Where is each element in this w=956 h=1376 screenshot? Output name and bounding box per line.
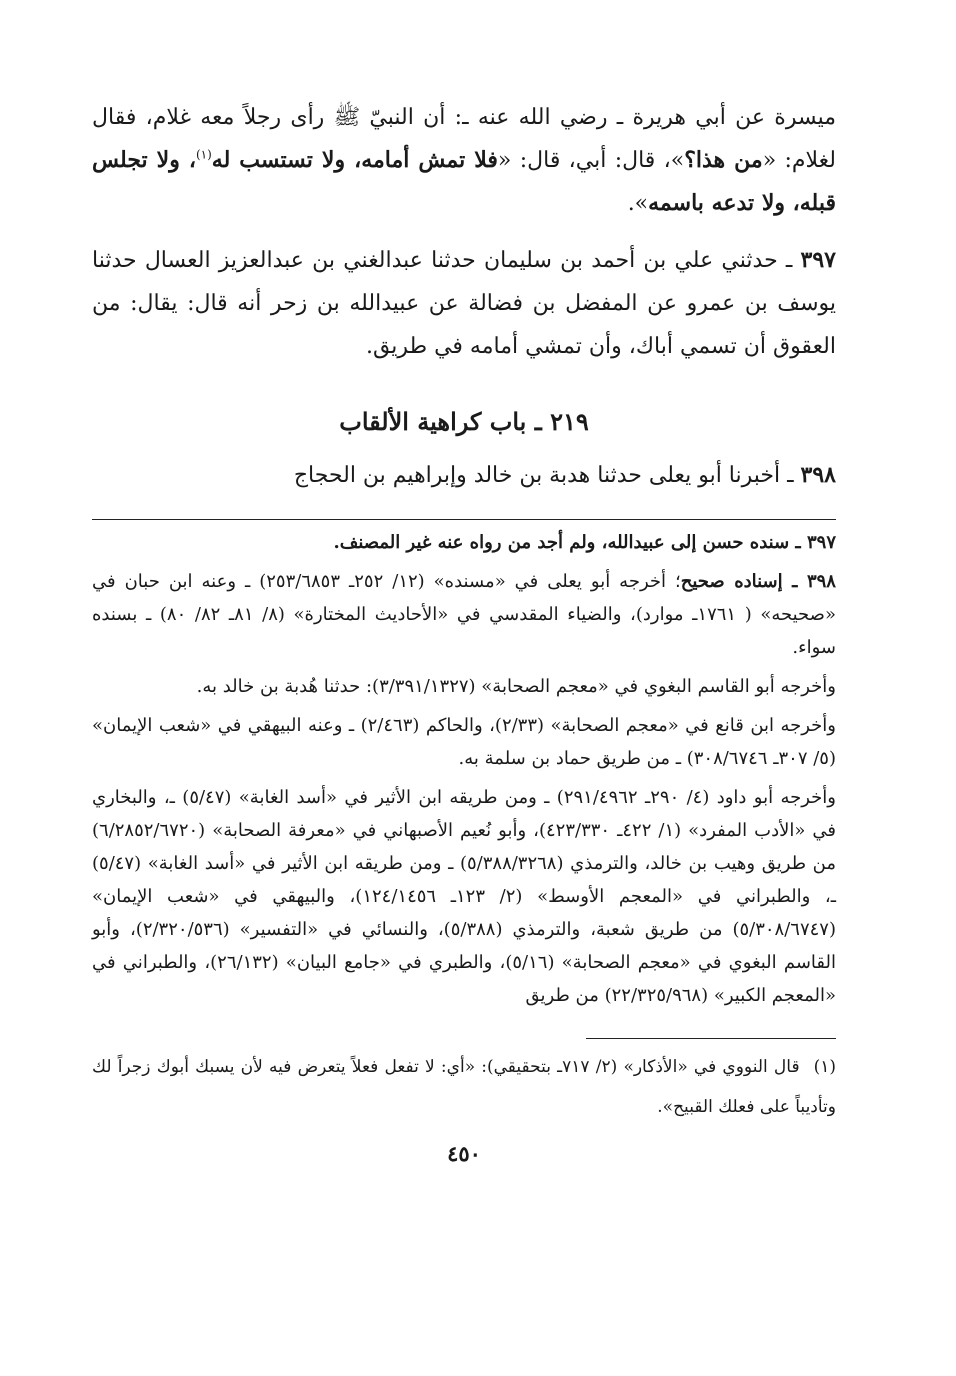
page-content (92, 96, 836, 1166)
note-ibn-qani (92, 709, 836, 775)
note-398 (92, 565, 836, 664)
note-398-grade: ٣٩٨ ـ إسناده صحيح (680, 571, 836, 592)
footnote (92, 1047, 836, 1127)
para1-quote-1: من هذا؟ (684, 147, 763, 173)
takhrij-notes (92, 526, 836, 1012)
note-baghawi (92, 670, 836, 703)
chapter-heading: ٢١٩ ـ باب كراهية الألقاب (339, 407, 589, 436)
main-paragraph-397 (92, 239, 836, 368)
hadith-text-398: ـ أخبرنا أبو يعلى حدثنا هدبة بن خالد وإبراهيم بن الحجاج (293, 463, 801, 488)
para1-text-end: ». (627, 191, 649, 216)
footnote-text: قال النووي في «الأذكار» (٢/ ٧١٧ـ بتحقيقي): «أي: لا تفعل فعلاً يتعرض فيه لأن يسبك أبوك زجراً لك وتأديباً على فعلك القبيح». (92, 1057, 836, 1117)
note-398-text: ؛ أخرجه أبو يعلى في «مسنده» (١٢/ ٢٥٢ـ ٢٥٣/٦٨٥٣) ـ وعنه ابن حبان في «صحيحه» ( ١٧٦١ـ موارد)، والضياء المقدسي في «الأحاديث المختارة» (٨/ ٨١ـ ٨٢/ ٨٠) ـ بسنده سواء. (92, 571, 836, 658)
page-number: ٤٥٠ (447, 1141, 481, 1166)
hadith-text-397: ـ حدثني علي بن أحمد بن سليمان حدثنا عبدالغني بن عبدالعزيز العسال حدثنا يوسف بن عمرو عن المفضل بن فضالة عن عبيدالله بن زحر أنه قال: يقال: من العقوق أن تسمي أباك، وأن تمشي أمامه في طريق. (92, 248, 836, 359)
hadith-number-398: ٣٩٨ (800, 462, 836, 488)
para1-quote-2: فلا تمش أمامه، ولا تستسب له (211, 147, 498, 173)
para1-text-1: ميسرة عن أبي هريرة ـ رضي الله عنه ـ: أن النبيّ ﷺ رأى رجلاً معه غلام، فقال لغلام: « (92, 105, 836, 173)
main-paragraph-1 (92, 96, 836, 225)
note-baghawi-text: وأخرجه أبو القاسم البغوي في «معجم الصحابة» (٣/٣٩١/١٣٢٧): حدثنا هُدبة بن خالد به. (196, 676, 836, 697)
main-paragraph-398 (92, 454, 836, 497)
note-abu-dawud (92, 781, 836, 1012)
footnote-marker: (١) (813, 1057, 836, 1077)
footnote-divider (586, 1038, 836, 1039)
hadith-number-397: ٣٩٧ (800, 247, 836, 273)
note-397 (92, 526, 836, 559)
para1-text-2: »، قال: أبي، قال: « (497, 148, 685, 173)
note-ibn-qani-text: وأخرجه ابن قانع في «معجم الصحابة» (٢/٣٣)، والحاكم (٢/٤٦٣) ـ وعنه البيهقي في «شعب الإيمان» (٥/ ٣٠٧ـ ٣٠٨/٦٧٤٦) ـ من طريق حماد بن سلمة به. (92, 715, 836, 769)
para1-quote-3: ، ولا تجلس قبله، ولا تدعه باسمه (92, 147, 836, 216)
notes-divider (92, 519, 836, 520)
note-abu-dawud-text: وأخرجه أبو داود (٤/ ٢٩٠ـ ٢٩١/٤٩٦٢) ـ ومن طريقه ابن الأثير في «أسد الغابة» (٥/٤٧) ـ، والبخاري في «الأدب المفرد» (١/ ٤٢٢ـ ٤٢٣/٣٣٠)، وأبو نُعيم الأصبهاني في «معرفة الصحابة» (٦/٢٨٥٢/٦٧٢٠) من طريق وهيب بن خالد، والترمذي (٥/٣٨٨/٣٢٦٨) ـ ومن طريقه ابن الأثير في «أسد الغابة» (٥/٤٧) ـ، والطبراني في «المعجم الأوسط» (٢/ ١٢٣ـ ١٢٤/١٤٥٦)، والبيهقي في «شعب الإيمان» (٥/٣٠٨/٦٧٤٧) من طريق شعبة، والترمذي (٥/٣٨٨)، والنسائي في «التفسير» (٢/٣٢٠/٥٣٦)، وأبو القاسم البغوي في «معجم الصحابة» (٥/١٦)، والطبري في «جامع البيان» (٢٦/١٣٢)، والطبراني في «المعجم الكبير» (٢٢/٣٢٥/٩٦٨) من طريق (92, 787, 837, 1006)
footnote-1 (92, 1047, 836, 1127)
note-397-text: ٣٩٧ ـ سنده حسن إلى عبيدالله، ولم أجد من رواه عنه غير المصنف. (333, 532, 836, 553)
footnote-reference: (١) (195, 147, 212, 162)
